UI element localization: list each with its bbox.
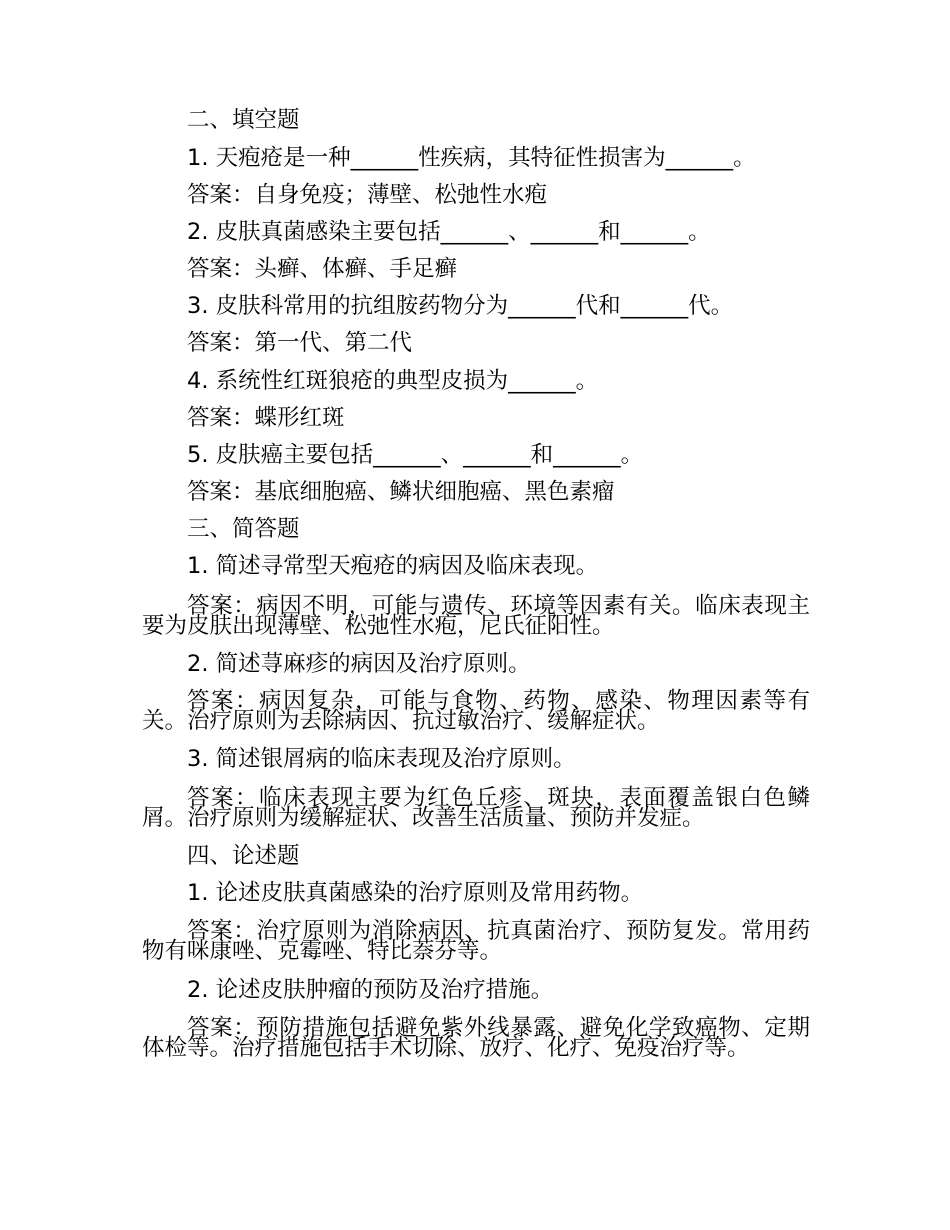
fill-question-3: 3. 皮肤科常用的抗组胺药物分为______代和______代。 — [187, 293, 734, 319]
fill-answer-5: 答案：基底细胞癌、鳞状细胞癌、黑色素瘤 — [187, 479, 615, 505]
fill-answer-3: 答案：第一代、第二代 — [187, 330, 413, 356]
short-answer-2: 答案：病因复杂，可能与食物、药物、感染、物理因素等有关。治疗原则为去除病因、抗过敏治疗、缓解症状。 — [142, 688, 810, 734]
fill-answer-1: 答案：自身免疫；薄壁、松弛性水疱 — [187, 182, 548, 208]
essay-answer-2: 答案：预防措施包括避免紫外线暴露、避免化学致癌物、定期体检等。治疗措施包括手术切除、放疗、化疗、免疫治疗等。 — [142, 1015, 810, 1061]
essay-answer-1: 答案：治疗原则为消除病因、抗真菌治疗、预防复发。常用药物有咪康唑、克霉唑、特比萘芬等。 — [142, 918, 810, 964]
short-answer-3: 答案：临床表现主要为红色丘疹、斑块，表面覆盖银白色鳞屑。治疗原则为缓解症状、改善生活质量、预防并发症。 — [142, 785, 810, 831]
fill-question-5: 5. 皮肤癌主要包括______、______和______。 — [187, 442, 644, 468]
section-title-essay: 四、论述题 — [187, 843, 300, 869]
short-answer-1: 答案：病因不明，可能与遗传、环境等因素有关。临床表现主要为皮肤出现薄壁、松弛性水疱，尼氏征阳性。 — [142, 593, 810, 639]
fill-question-4: 4. 系统性红斑狼疮的典型皮损为______。 — [187, 368, 599, 394]
essay-question-2: 2. 论述皮肤肿瘤的预防及治疗措施。 — [187, 977, 554, 1003]
fill-answer-4: 答案：蝶形红斑 — [187, 405, 345, 431]
section-title-fill: 二、填空题 — [187, 107, 300, 133]
section-title-short: 三、简答题 — [187, 516, 300, 542]
short-question-1: 1. 简述寻常型天疱疮的病因及临床表现。 — [187, 553, 599, 579]
fill-question-1: 1. 天疱疮是一种______性疾病，其特征性损害为______。 — [187, 145, 756, 171]
short-question-3: 3. 简述银屑病的临床表现及治疗原则。 — [187, 746, 576, 772]
essay-question-1: 1. 论述皮肤真菌感染的治疗原则及常用药物。 — [187, 880, 644, 906]
short-question-2: 2. 简述荨麻疹的病因及治疗原则。 — [187, 651, 531, 677]
fill-question-2: 2. 皮肤真菌感染主要包括______、______和______。 — [187, 219, 711, 245]
fill-answer-2: 答案：头癣、体癣、手足癣 — [187, 256, 458, 282]
